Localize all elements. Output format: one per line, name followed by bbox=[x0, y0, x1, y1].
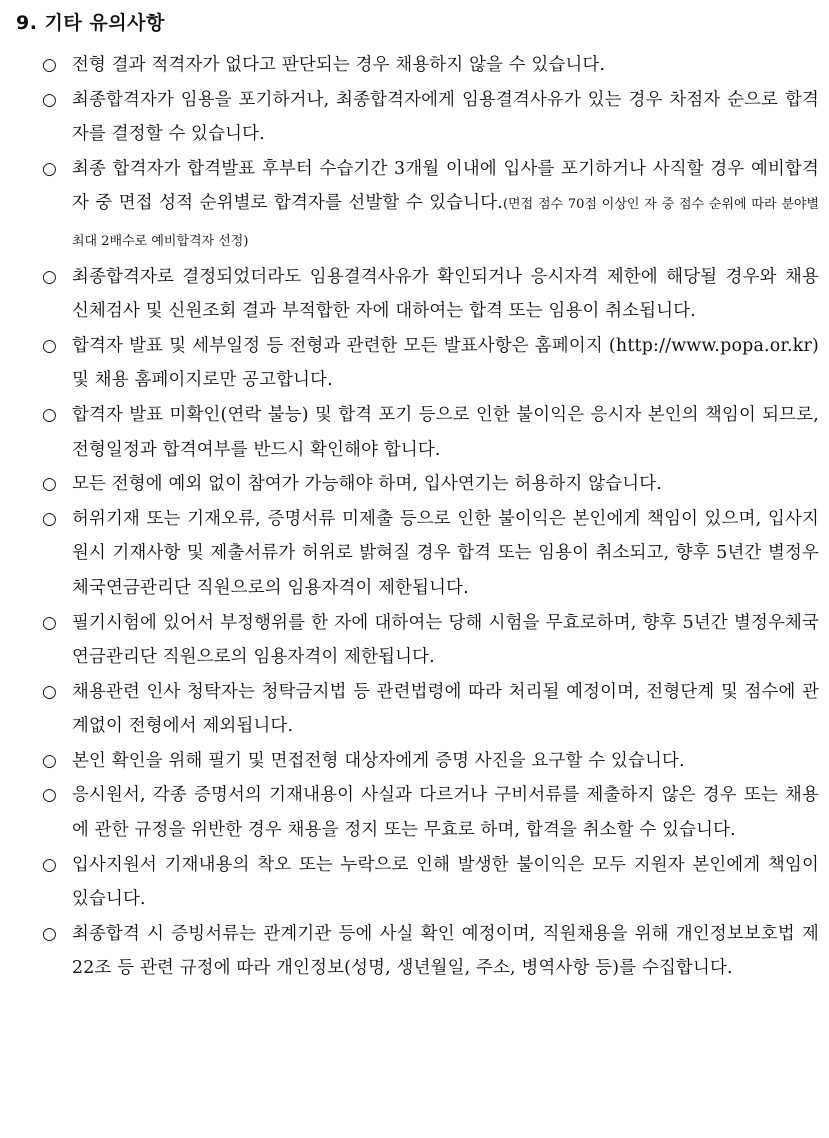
notice-list bbox=[16, 48, 819, 986]
notice-item bbox=[16, 152, 819, 260]
circle-bullet-icon: ○ bbox=[42, 266, 58, 287]
notice-text: 최종 합격자가 합격발표 후부터 수습기간 3개월 이내에 입사를 포기하거나 사직할 경우 예비합격자 중 면접 성적 순위별로 합격자를 선발할 수 있습니다. bbox=[72, 158, 819, 214]
notice-text: 최종합격 시 증빙서류는 관계기관 등에 사실 확인 예정이며, 직원채용을 위해 개인정보보호법 제22조 등 관련 규정에 따라 개인정보(성명, 생년월일, 주소, 병역사항 등)를 수집합니다. bbox=[72, 923, 819, 979]
notice-text: 최종합격자로 결정되었더라도 임용결격사유가 확인되거나 응시자격 제한에 해당될 경우와 채용 신체검사 및 신원조회 결과 부적합한 자에 대하여는 합격 또는 임용이 취소됩니다. bbox=[72, 266, 819, 322]
circle-bullet-icon: ○ bbox=[42, 474, 58, 495]
circle-bullet-icon: ○ bbox=[42, 750, 58, 771]
circle-bullet-icon: ○ bbox=[42, 89, 58, 110]
notice-text: 허위기재 또는 기재오류, 증명서류 미제출 등으로 인한 불이익은 본인에게 책임이 있으며, 입사지원시 기재사항 및 제출서류가 허위로 밝혀질 경우 합격 또는 임용이 취소되고, 향후 5년간 별정우체국연금관리단 직원으로의 임용자격이 제한됩니다. bbox=[72, 508, 819, 598]
notice-item bbox=[16, 675, 819, 744]
notice-text: 본인 확인을 위해 필기 및 면접전형 대상자에게 증명 사진을 요구할 수 있습니다. bbox=[72, 750, 685, 771]
notice-item bbox=[16, 778, 819, 847]
notice-item bbox=[16, 83, 819, 152]
notice-item bbox=[16, 917, 819, 986]
notice-text: 응시원서, 각종 증명서의 기재내용이 사실과 다르거나 구비서류를 제출하지 않은 경우 또는 채용에 관한 규정을 위반한 경우 채용을 정지 또는 무효로 하며, 합격을 취소할 수 있습니다. bbox=[72, 785, 819, 841]
circle-bullet-icon: ○ bbox=[42, 923, 58, 944]
circle-bullet-icon: ○ bbox=[42, 681, 58, 702]
circle-bullet-icon: ○ bbox=[42, 404, 58, 425]
notice-item bbox=[16, 848, 819, 917]
notice-text: 입사지원서 기재내용의 착오 또는 누락으로 인해 발생한 불이익은 모두 지원자 본인에게 책임이 있습니다. bbox=[72, 854, 819, 910]
circle-bullet-icon: ○ bbox=[42, 158, 58, 179]
notice-item bbox=[16, 260, 819, 329]
notice-item bbox=[16, 467, 819, 502]
circle-bullet-icon: ○ bbox=[42, 854, 58, 875]
circle-bullet-icon: ○ bbox=[42, 785, 58, 806]
circle-bullet-icon: ○ bbox=[42, 55, 58, 75]
notice-text: 전형 결과 적격자가 없다고 판단되는 경우 채용하지 않을 수 있습니다. bbox=[72, 55, 606, 75]
notice-item bbox=[16, 48, 819, 83]
notice-text: 최종합격자가 임용을 포기하거나, 최종합격자에게 임용결격사유가 있는 경우 차점자 순으로 합격자를 결정할 수 있습니다. bbox=[72, 89, 819, 145]
notice-text: 모든 전형에 예외 없이 참여가 가능해야 하며, 입사연기는 허용하지 않습니다. bbox=[72, 474, 662, 495]
notice-note: (면접 점수 70점 이상인 자 중 점수 순위에 따라 분야별 최대 2배수로 예비합격자 선정) bbox=[72, 197, 819, 249]
circle-bullet-icon: ○ bbox=[42, 612, 58, 633]
notice-item bbox=[16, 744, 819, 779]
circle-bullet-icon: ○ bbox=[42, 508, 58, 529]
notice-item bbox=[16, 329, 819, 398]
notice-item bbox=[16, 606, 819, 675]
notice-item bbox=[16, 502, 819, 606]
notice-item bbox=[16, 398, 819, 467]
circle-bullet-icon: ○ bbox=[42, 335, 58, 356]
notice-text: 필기시험에 있어서 부정행위를 한 자에 대하여는 당해 시험을 무효로하며, 향후 5년간 별정우체국연금관리단 직원으로의 임용자격이 제한됩니다. bbox=[72, 612, 819, 668]
notice-text: 합격자 발표 및 세부일정 등 전형과 관련한 모든 발표사항은 홈페이지 (http://www.popa.or.kr) 및 채용 홈페이지로만 공고합니다. bbox=[72, 335, 819, 391]
section-title: 9. 기타 유의사항 bbox=[16, 12, 165, 34]
notice-text: 채용관련 인사 청탁자는 청탁금지법 등 관련법령에 따라 처리될 예정이며, 전형단계 및 점수에 관계없이 전형에서 제외됩니다. bbox=[72, 681, 819, 737]
notice-text: 합격자 발표 미확인(연락 불능) 및 합격 포기 등으로 인한 불이익은 응시자 본인의 책임이 되므로, 전형일정과 합격여부를 반드시 확인해야 합니다. bbox=[72, 404, 819, 460]
